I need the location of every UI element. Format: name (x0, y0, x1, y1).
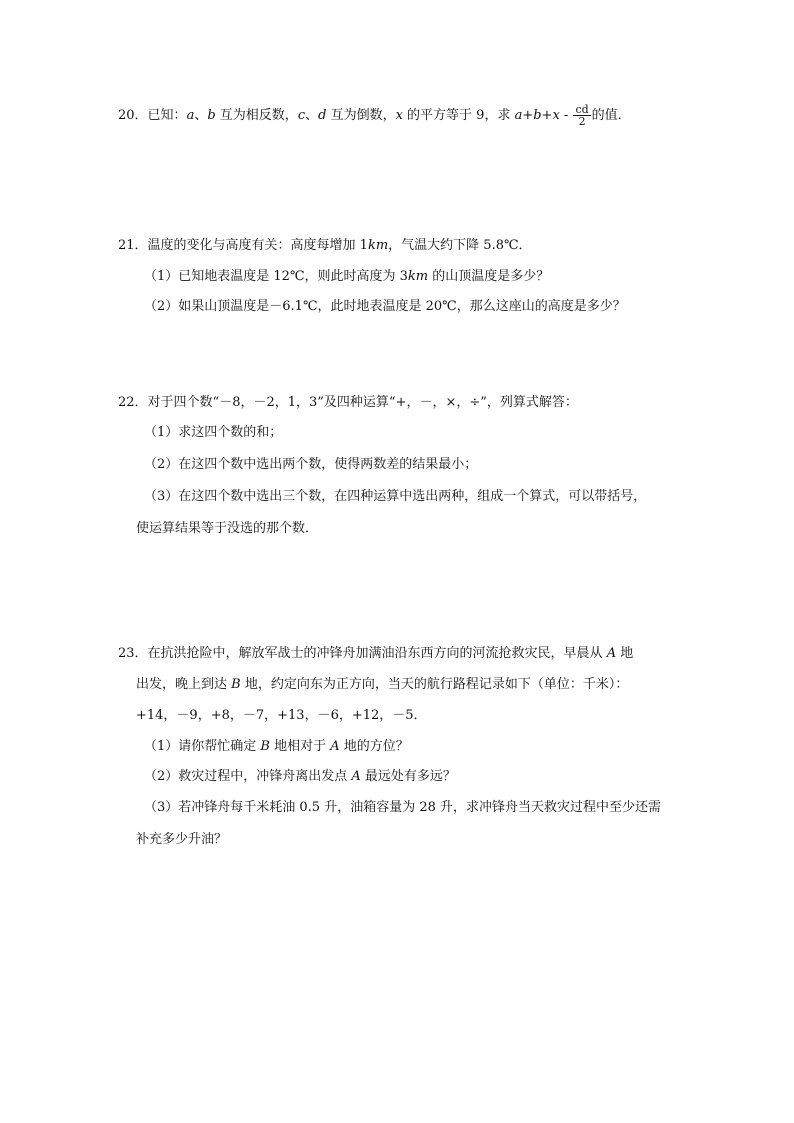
question-text: 地，约定向东为正方向，当天的航行路程记录如下（单位：千米）： (240, 677, 629, 692)
point-A: A (330, 739, 340, 754)
question-text: 出发，晚上到达 (136, 677, 232, 692)
part-text: 的山顶温度是多少？ (428, 269, 550, 284)
question-text: 在抗洪抢险中，解放军战士的冲锋舟加满油沿东西方向的河流抢救灾民，早晨从 (147, 646, 607, 661)
question-number: 22． (118, 395, 148, 410)
part-text: 地相对于 (269, 739, 331, 754)
question-22-part-3-cont: 使运算结果等于没选的那个数． (136, 521, 319, 536)
unit-km: km (367, 238, 389, 253)
expression: a+b+x (514, 108, 560, 123)
var-c: c (297, 108, 306, 123)
question-text: 的值． (591, 108, 631, 123)
question-number: 20． (118, 108, 148, 123)
part-text: 最远处有多远？ (360, 769, 456, 784)
point-B: B (231, 677, 241, 692)
question-21-part-1 (144, 267, 549, 287)
question-23-stem-line-2 (136, 675, 628, 695)
var-x: x (395, 108, 403, 123)
var-d: d (318, 108, 327, 123)
question-21-part-2: （2）如果山顶温度是－6.1℃，此时地表温度是 20℃，那么这座山的高度是多少？ (144, 299, 626, 314)
var-a: a (186, 108, 195, 123)
minus-sign: - (559, 108, 573, 123)
question-21-stem (118, 236, 532, 256)
point-A: A (351, 769, 361, 784)
question-text: 温度的变化与高度有关：高度每增加 1 (147, 238, 368, 253)
part-text: （1）请你帮忙确定 (144, 739, 261, 754)
question-23-part-3: （3）若冲锋舟每千米耗油 0.5 升，油箱容量为 28 升，求冲锋舟当天救灾过程中至少还需 (144, 800, 662, 815)
question-text: 的平方等于 9，求 (402, 108, 515, 123)
question-text: ，气温大约下降 5.8℃． (388, 238, 532, 253)
question-text: 互为相反数， (215, 108, 298, 123)
question-22-part-2: （2）在这四个数中选出两个数，使得两数差的结果最小； (144, 457, 478, 472)
question-20 (118, 104, 631, 127)
question-number: 23． (118, 646, 148, 661)
point-A: A (606, 646, 617, 661)
question-23-part-2 (144, 767, 456, 787)
question-23-record: +14，－9，+8，－7，+13，－6，+12，－5． (136, 708, 427, 723)
question-22-stem (118, 393, 578, 413)
question-text: 互为倒数， (326, 108, 396, 123)
fraction-numerator: cd (575, 103, 589, 116)
var-b: b (207, 108, 216, 123)
question-text: 对于四个数“－8，－2，1，3”及四种运算“+，－，×，÷”，列算式解答： (147, 395, 578, 410)
question-23-part-3-cont: 补充多少升油？ (136, 832, 228, 847)
part-text: （2）救灾过程中，冲锋舟离出发点 (144, 769, 352, 784)
question-22-part-3: （3）在这四个数中选出三个数，在四种运算中选出两种，组成一个算式，可以带括号， (144, 489, 647, 504)
unit-km: km (407, 269, 429, 284)
fraction-cd-over-2 (573, 104, 590, 127)
question-text: 地 (616, 646, 634, 661)
question-23-part-1 (144, 737, 409, 757)
separator: 、 (194, 108, 208, 123)
part-text: 地的方位？ (339, 739, 409, 754)
question-number: 21． (118, 238, 148, 253)
separator: 、 (305, 108, 319, 123)
question-23-stem-line-1 (118, 644, 633, 664)
fraction-denominator: 2 (578, 115, 586, 128)
part-text: （1）已知地表温度是 12℃，则此时高度为 3 (144, 269, 408, 284)
point-B: B (260, 739, 270, 754)
question-text: 已知： (147, 108, 187, 123)
question-22-part-1: （1）求这四个数的和； (144, 425, 283, 440)
